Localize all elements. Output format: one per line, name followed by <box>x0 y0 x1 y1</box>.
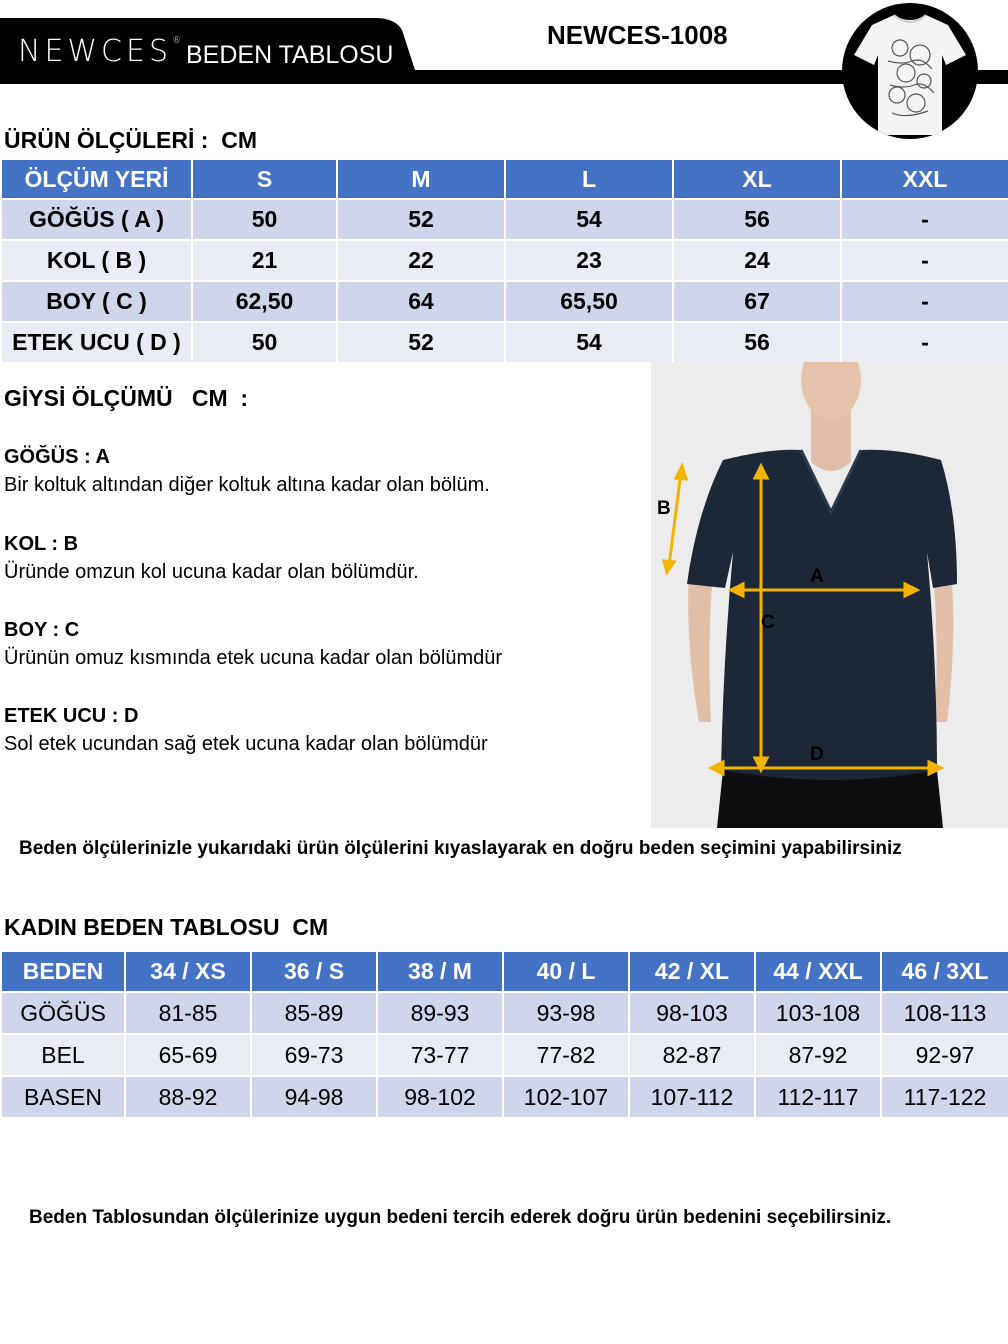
table-cell: 103-108 <box>755 992 881 1034</box>
table-cell: 73-77 <box>377 1034 503 1076</box>
table-cell: 94-98 <box>251 1076 377 1118</box>
column-header: XXL <box>841 159 1008 199</box>
table-row <box>1 240 1008 281</box>
table-cell: 52 <box>337 199 505 240</box>
column-header: ÖLÇÜM YERİ <box>1 159 192 199</box>
column-header: 36 / S <box>251 951 377 992</box>
table-row <box>1 281 1008 322</box>
product-sizes-title: ÜRÜN ÖLÇÜLERİ : CM <box>4 127 257 153</box>
column-header: L <box>505 159 673 199</box>
table-cell: 50 <box>192 199 337 240</box>
column-header: 38 / M <box>377 951 503 992</box>
table-cell: 107-112 <box>629 1076 755 1118</box>
table-cell: 50 <box>192 322 337 363</box>
product-thumbnail <box>842 3 978 139</box>
table-cell: - <box>841 240 1008 281</box>
table-cell: 21 <box>192 240 337 281</box>
table-row <box>1 1034 1008 1076</box>
table-cell: 108-113 <box>881 992 1008 1034</box>
table-cell: GÖĞÜS <box>1 992 125 1034</box>
measure-heading-length: BOY : C <box>4 619 80 641</box>
women-size-table <box>0 950 1008 1119</box>
table-cell: - <box>841 322 1008 363</box>
measure-text-hem: Sol etek ucundan sağ etek ucuna kadar olan bölümdür <box>4 733 488 755</box>
table-cell: GÖĞÜS ( A ) <box>1 199 192 240</box>
table-row <box>1 322 1008 363</box>
table-cell: 112-117 <box>755 1076 881 1118</box>
measure-heading-sleeve: KOL : B <box>4 533 79 555</box>
measure-text-sleeve: Üründe omzun kol ucuna kadar olan bölümdür. <box>4 561 419 583</box>
column-header: 42 / XL <box>629 951 755 992</box>
garment-measure-title: GİYSİ ÖLÇÜMÜ CM : <box>4 385 249 411</box>
table-row <box>1 199 1008 240</box>
column-header: XL <box>673 159 841 199</box>
table-cell: 87-92 <box>755 1034 881 1076</box>
label-d: D <box>810 744 824 765</box>
table-cell: 92-97 <box>881 1034 1008 1076</box>
table-cell: - <box>841 281 1008 322</box>
table-cell: ETEK UCU ( D ) <box>1 322 192 363</box>
table-cell: 117-122 <box>881 1076 1008 1118</box>
product-code: NEWCES-1008 <box>547 20 728 50</box>
table-cell: 81-85 <box>125 992 251 1034</box>
label-b: B <box>657 498 671 519</box>
table-cell: 52 <box>337 322 505 363</box>
table-cell: 69-73 <box>251 1034 377 1076</box>
table-header-row <box>1 951 1008 992</box>
measure-heading-chest: GÖĞÜS : A <box>4 446 110 468</box>
women-sizes-title: KADIN BEDEN TABLOSU CM <box>4 914 329 940</box>
table-cell: BOY ( C ) <box>1 281 192 322</box>
label-c: C <box>761 612 775 633</box>
column-header: 34 / XS <box>125 951 251 992</box>
table-cell: 102-107 <box>503 1076 629 1118</box>
table-cell: BEL <box>1 1034 125 1076</box>
column-header: M <box>337 159 505 199</box>
table-cell: 23 <box>505 240 673 281</box>
table-cell: 56 <box>673 199 841 240</box>
model-photo <box>651 362 1008 828</box>
table-cell: 24 <box>673 240 841 281</box>
measure-text-length: Ürünün omuz kısmında etek ucuna kadar olan bölümdür <box>4 647 503 669</box>
brand-logo: NEWCES® <box>18 34 182 69</box>
table-cell: 98-102 <box>377 1076 503 1118</box>
table-cell: 85-89 <box>251 992 377 1034</box>
table-cell: 82-87 <box>629 1034 755 1076</box>
table-cell: 93-98 <box>503 992 629 1034</box>
column-header: BEDEN <box>1 951 125 992</box>
table-cell: 65-69 <box>125 1034 251 1076</box>
measure-heading-hem: ETEK UCU : D <box>4 705 139 727</box>
table-cell: 54 <box>505 322 673 363</box>
note-choose-size: Beden Tablosundan ölçülerinize uygun bedeni tercih ederek doğru ürün bedenini seçebilirsiniz. <box>29 1207 892 1228</box>
header-subtitle: BEDEN TABLOSU <box>186 41 394 69</box>
table-cell: 89-93 <box>377 992 503 1034</box>
table-row <box>1 992 1008 1034</box>
table-cell: 62,50 <box>192 281 337 322</box>
column-header: 46 / 3XL <box>881 951 1008 992</box>
table-cell: 64 <box>337 281 505 322</box>
table-cell: 98-103 <box>629 992 755 1034</box>
table-cell: 88-92 <box>125 1076 251 1118</box>
note-compare: Beden ölçülerinizle yukarıdaki ürün ölçülerini kıyaslayarak en doğru beden seçimini yapabilirsiniz <box>19 838 902 859</box>
table-cell: 54 <box>505 199 673 240</box>
table-cell: 67 <box>673 281 841 322</box>
label-a: A <box>810 566 824 587</box>
table-cell: 22 <box>337 240 505 281</box>
table-cell: 56 <box>673 322 841 363</box>
table-row <box>1 1076 1008 1118</box>
table-cell: 65,50 <box>505 281 673 322</box>
table-cell: KOL ( B ) <box>1 240 192 281</box>
column-header: S <box>192 159 337 199</box>
table-cell: - <box>841 199 1008 240</box>
table-cell: BASEN <box>1 1076 125 1118</box>
column-header: 40 / L <box>503 951 629 992</box>
table-header-row <box>1 159 1008 199</box>
measure-text-chest: Bir koltuk altından diğer koltuk altına kadar olan bölüm. <box>4 474 490 496</box>
product-size-table <box>0 158 1008 364</box>
column-header: 44 / XXL <box>755 951 881 992</box>
table-cell: 77-82 <box>503 1034 629 1076</box>
